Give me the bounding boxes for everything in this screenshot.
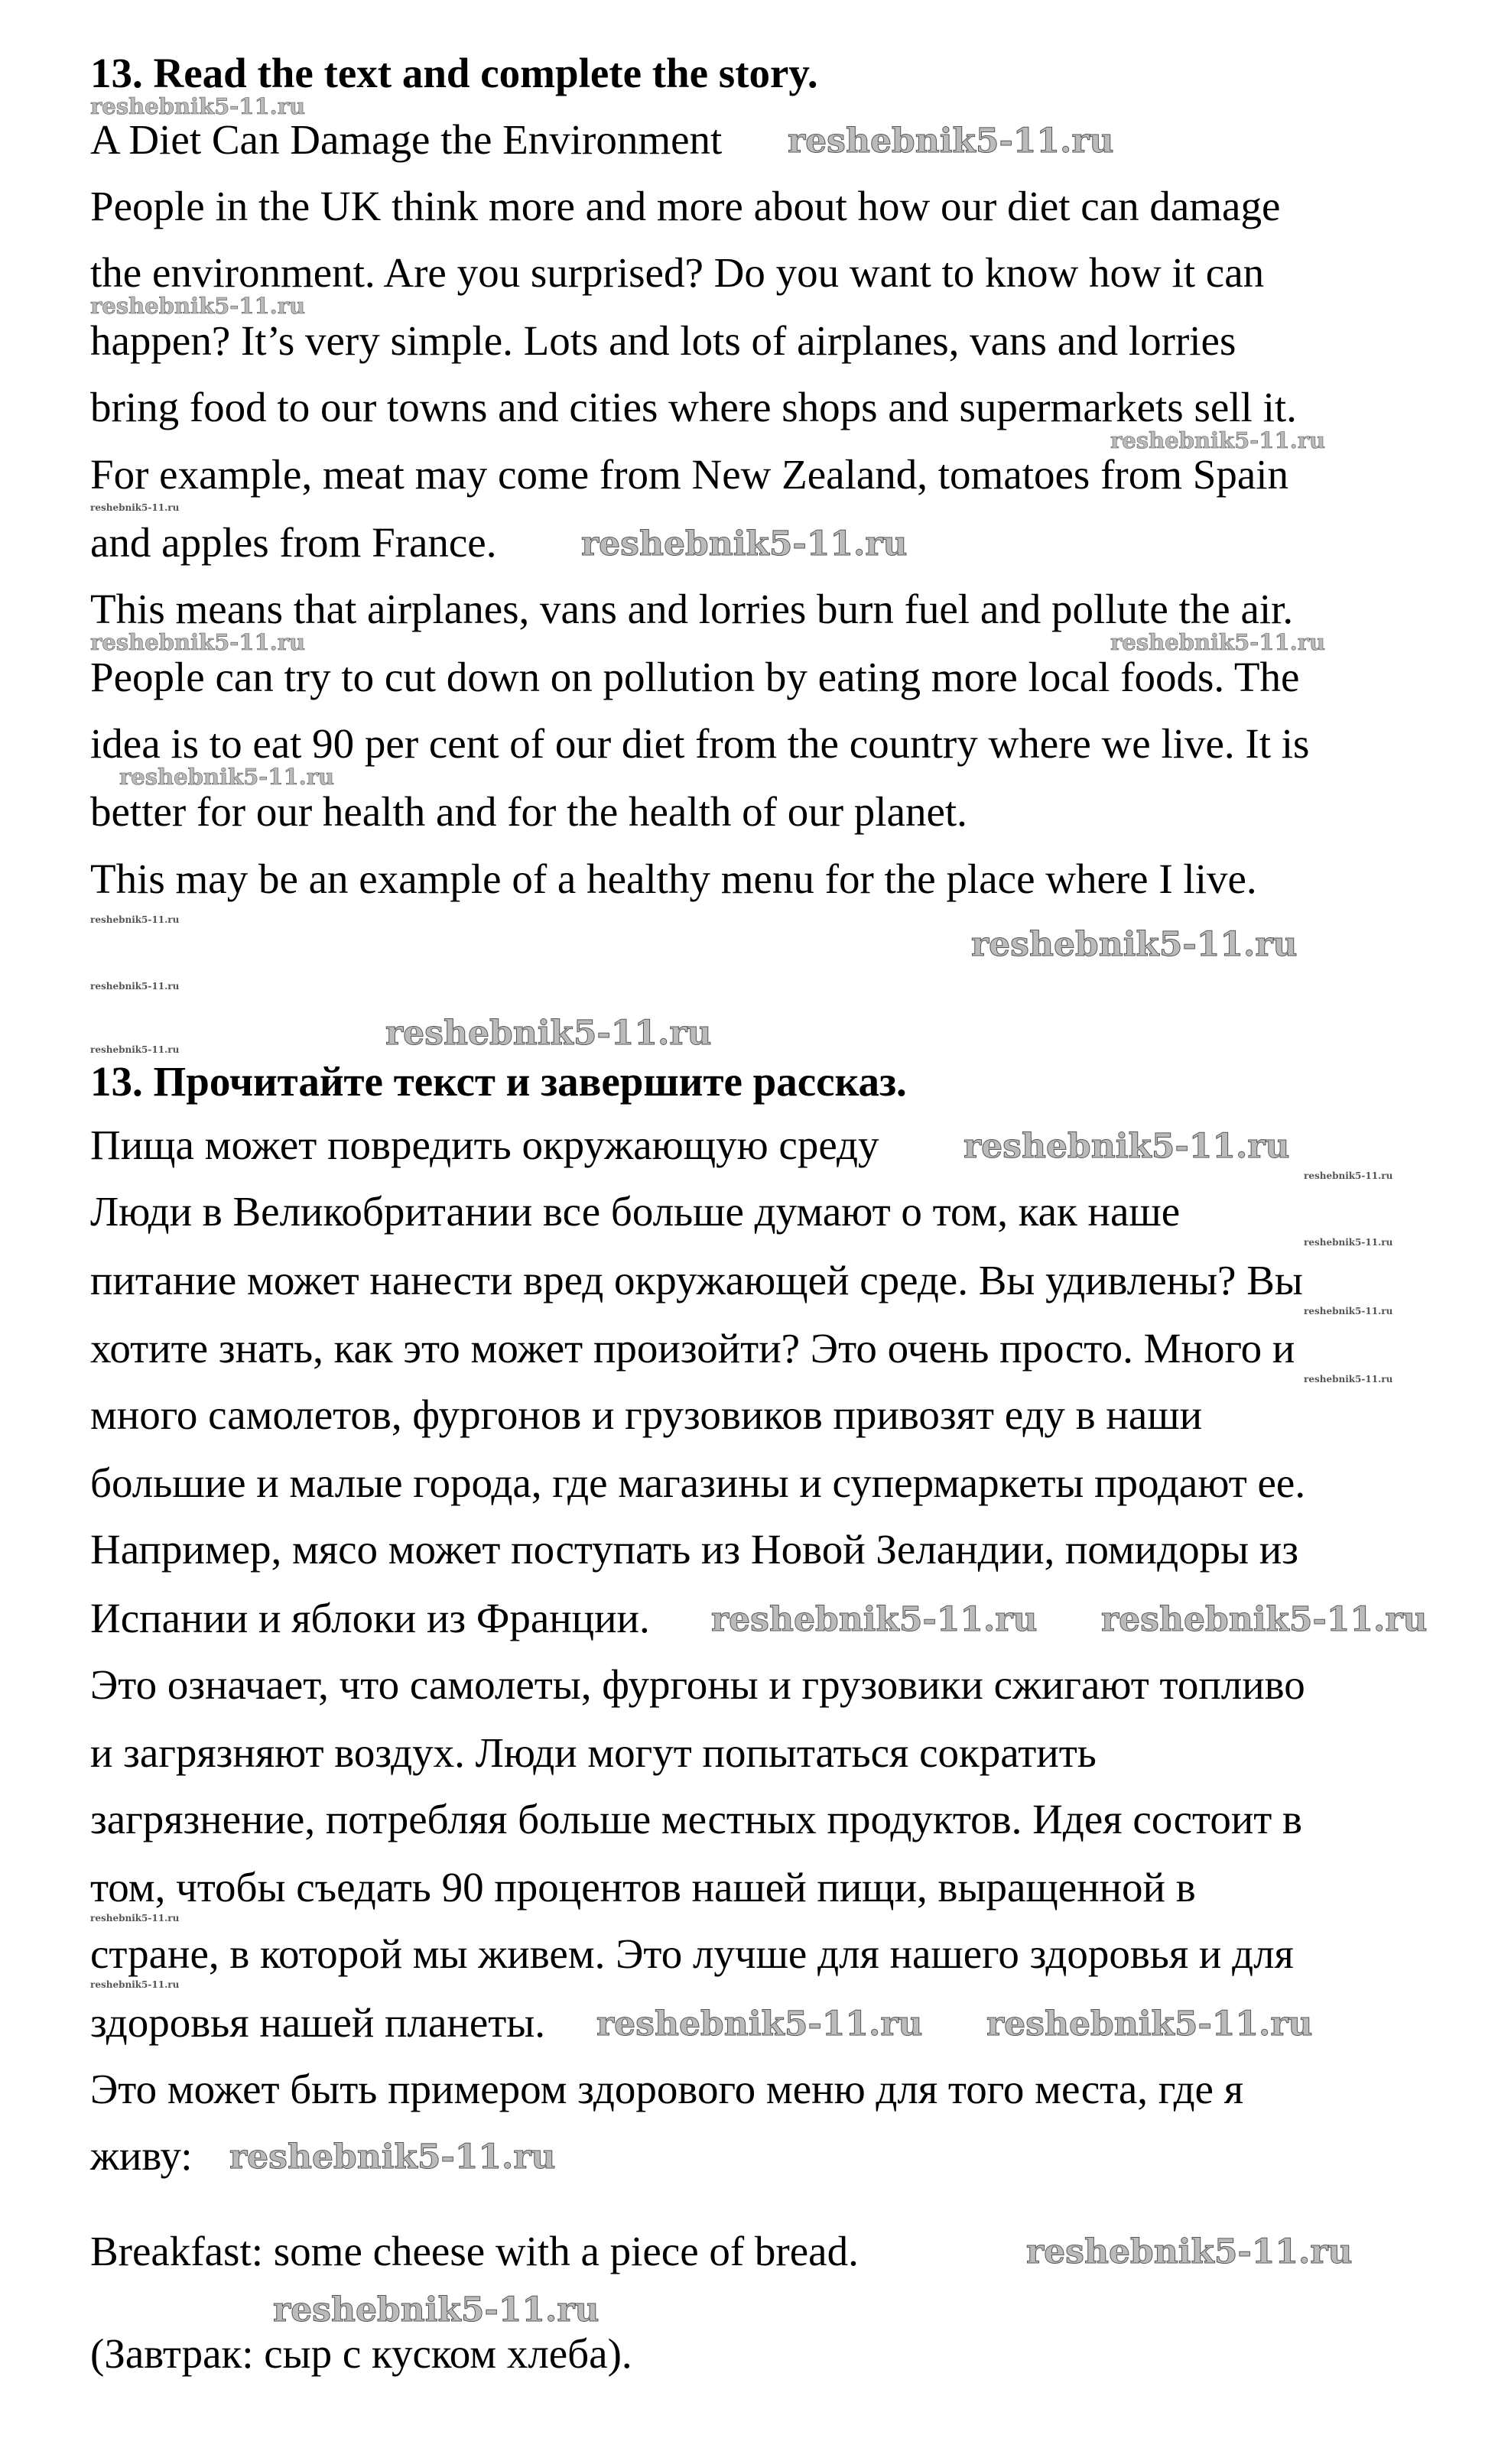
text-line: Например, мясо может поступать из Новой Зеландии, помидоры из bbox=[90, 1526, 1298, 1573]
text-line: живу: bbox=[90, 2132, 193, 2179]
story-title-russian: Пища может повредить окружающую среду bbox=[90, 1122, 879, 1168]
watermark: reshebnik5-11.ru bbox=[273, 2290, 600, 2329]
text-line: This means that airplanes, vans and lorries burn fuel and pollute the air. bbox=[90, 586, 1294, 632]
menu-breakfast: Breakfast: some cheese with a piece of bread. bbox=[90, 2228, 859, 2274]
watermark: reshebnik5-11.ru bbox=[90, 1044, 180, 1055]
watermark: reshebnik5-11.ru bbox=[963, 1127, 1290, 1166]
text-line: happen? It’s very simple. Lots and lots of airplanes, vans and lorries bbox=[90, 317, 1236, 364]
watermark: reshebnik5-11.ru bbox=[581, 524, 908, 563]
text-line: idea is to eat 90 per cent of our diet from the country where we live. It is bbox=[90, 720, 1310, 767]
watermark: reshebnik5-11.ru bbox=[385, 1014, 712, 1053]
watermark: reshebnik5-11.ru bbox=[90, 93, 306, 119]
text-line: том, чтобы съедать 90 процентов нашей пищи, выращенной в bbox=[90, 1864, 1196, 1910]
watermark: reshebnik5-11.ru bbox=[986, 2005, 1313, 2044]
watermark: reshebnik5-11.ru bbox=[90, 914, 180, 925]
text-line: Люди в Великобритании все больше думают о том, как наше bbox=[90, 1188, 1181, 1235]
text-line: много самолетов, фургонов и грузовиков привозят еду в наши bbox=[90, 1391, 1203, 1438]
text-line: People can try to cut down on pollution by eating more local foods. The bbox=[90, 654, 1300, 700]
watermark: reshebnik5-11.ru bbox=[119, 764, 335, 790]
text-line: Это означает, что самолеты, фургоны и грузовики сжигают топливо bbox=[90, 1661, 1305, 1708]
text-line: For example, meat may come from New Zealand, tomatoes from Spain bbox=[90, 451, 1289, 498]
watermark: reshebnik5-11.ru bbox=[788, 122, 1114, 161]
story-title-english: A Diet Can Damage the Environment bbox=[90, 116, 723, 163]
watermark: reshebnik5-11.ru bbox=[596, 2005, 923, 2044]
watermark: reshebnik5-11.ru bbox=[1304, 1306, 1393, 1316]
text-line: питание может нанести вред окружающей среде. Вы удивлены? Вы bbox=[90, 1257, 1303, 1303]
text-line: и загрязняют воздух. Люди могут попытаться сократить bbox=[90, 1729, 1097, 1776]
text-line: better for our health and for the health of our planet. bbox=[90, 788, 967, 835]
watermark: reshebnik5-11.ru bbox=[90, 1979, 180, 1990]
watermark: reshebnik5-11.ru bbox=[90, 981, 180, 992]
watermark: reshebnik5-11.ru bbox=[711, 1600, 1038, 1639]
watermark: reshebnik5-11.ru bbox=[971, 925, 1298, 964]
text-line: Испании и яблоки из Франции. bbox=[90, 1595, 650, 1641]
watermark: reshebnik5-11.ru bbox=[1304, 1170, 1393, 1181]
watermark: reshebnik5-11.ru bbox=[229, 2138, 556, 2177]
watermark: reshebnik5-11.ru bbox=[1110, 629, 1326, 655]
menu-breakfast-translation: (Завтрак: сыр с куском хлеба). bbox=[90, 2330, 632, 2377]
text-line: This may be an example of a healthy menu for the place where I live. bbox=[90, 855, 1257, 902]
text-line: the environment. Are you surprised? Do you want to know how it can bbox=[90, 249, 1265, 296]
text-line: and apples from France. bbox=[90, 519, 497, 566]
watermark: reshebnik5-11.ru bbox=[90, 502, 180, 513]
text-line: bring food to our towns and cities where shops and supermarkets sell it. bbox=[90, 384, 1297, 430]
text-line: Это может быть примером здорового меню для того места, где я bbox=[90, 2066, 1244, 2112]
text-line: большие и малые города, где магазины и супермаркеты продают ее. bbox=[90, 1459, 1306, 1506]
text-line: People in the UK think more and more about how our diet can damage bbox=[90, 183, 1281, 229]
heading-russian: 13. Прочитайте текст и завершите рассказ. bbox=[90, 1058, 907, 1105]
text-line: здоровья нашей планеты. bbox=[90, 1999, 545, 2046]
watermark: reshebnik5-11.ru bbox=[1304, 1237, 1393, 1248]
text-line: хотите знать, как это может произойти? Это очень просто. Много и bbox=[90, 1325, 1295, 1372]
watermark: reshebnik5-11.ru bbox=[90, 629, 306, 655]
watermark: reshebnik5-11.ru bbox=[1304, 1374, 1393, 1385]
watermark: reshebnik5-11.ru bbox=[90, 293, 306, 319]
watermark: reshebnik5-11.ru bbox=[1101, 1600, 1428, 1639]
watermark: reshebnik5-11.ru bbox=[1026, 2232, 1353, 2271]
watermark: reshebnik5-11.ru bbox=[90, 1913, 180, 1923]
text-line: загрязнение, потребляя больше местных продуктов. Идея состоит в bbox=[90, 1796, 1303, 1842]
text-line: стране, в которой мы живем. Это лучше для нашего здоровья и для bbox=[90, 1930, 1294, 1977]
heading-english: 13. Read the text and complete the story. bbox=[90, 50, 818, 96]
watermark: reshebnik5-11.ru bbox=[1110, 427, 1326, 453]
